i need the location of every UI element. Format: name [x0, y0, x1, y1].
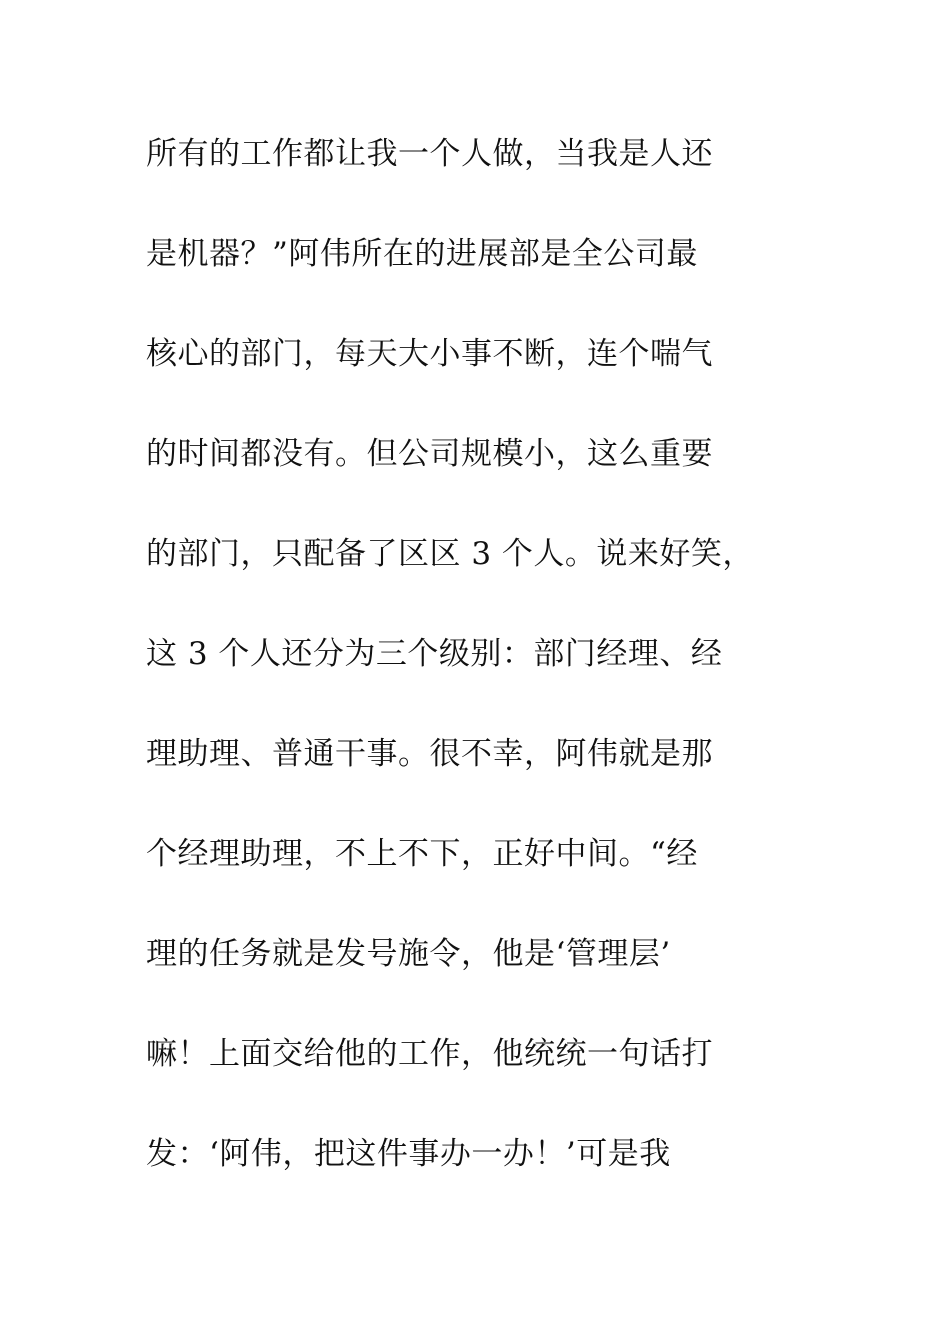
text-line: 核心的部门，每天大小事不断，连个喘气 — [146, 336, 713, 372]
text-line: 嘛！上面交给他的工作，他统统一句话打 — [146, 1036, 713, 1072]
text-line: 的时间都没有。但公司规模小，这么重要 — [146, 436, 713, 472]
text-line: 发：‘阿伟，把这件事办一办！’可是我 — [146, 1136, 671, 1172]
text-line: 是机器？”阿伟所在的进展部是全公司最 — [146, 236, 698, 272]
text-line: 这 3 个人还分为三个级别：部门经理、经 — [146, 636, 723, 672]
text-line: 个经理助理，不上不下，正好中间。“经 — [146, 836, 698, 872]
body-text — [146, 128, 806, 1228]
text-line: 的部门，只配备了区区 3 个人。说来好笑， — [146, 536, 754, 572]
text-line: 所有的工作都让我一个人做，当我是人还 — [146, 136, 713, 172]
text-line: 理的任务就是发号施令，他是‘管理层’ — [146, 936, 671, 972]
text-line: 理助理、普通干事。很不幸，阿伟就是那 — [146, 736, 713, 772]
